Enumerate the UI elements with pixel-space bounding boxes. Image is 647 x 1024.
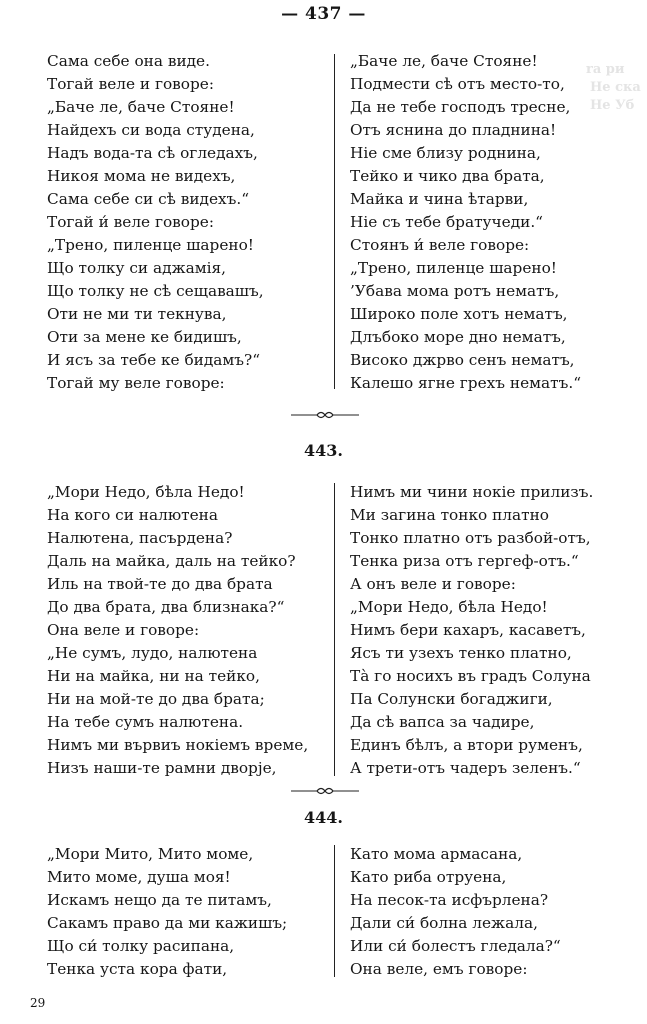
section-divider-ornament (289, 409, 361, 421)
verse-line: Иль на твой-те до два брата (47, 575, 273, 593)
verse-line: „Мори Недо, бѣла Недо! (350, 598, 548, 616)
bleed-through-mark: Не ска (590, 80, 641, 95)
left-column (47, 50, 264, 395)
verse-line: Що толку не сѣ сещавашъ, (47, 282, 264, 300)
verse-line: Сакамъ право да ми кажишъ; (47, 914, 288, 932)
verse-line: „Трено, пиленце шарено! (350, 259, 557, 277)
verse-line: Никоя мома не видехъ, (47, 167, 236, 185)
verse-line: Ніе съ тебе братучеди.“ (350, 213, 543, 231)
verse-line: Сама себе она виде. (47, 52, 210, 70)
column-divider (334, 54, 335, 389)
verse-line: Високо джрво сенъ нематъ, (350, 351, 575, 369)
right-column (350, 481, 593, 780)
verse-line: Нимъ ми чини нокіе прилизъ. (350, 483, 594, 501)
poem-section-442-continued (0, 50, 647, 395)
verse-line: Стоянъ и́ веле говоре: (350, 236, 530, 254)
verse-line: Калешо ягне грехъ нематъ.“ (350, 374, 582, 392)
verse-line: Дали си́ болна лежала, (350, 914, 538, 932)
printer-signature: 29 (30, 996, 46, 1010)
poem-section-444 (0, 843, 647, 983)
verse-line: Отъ яснина до пладнина! (350, 121, 557, 139)
song-number-444: 444. (304, 808, 343, 827)
verse-line: Ни на майка, ни на тейко, (47, 667, 260, 685)
verse-line: На кого си налютена (47, 506, 218, 524)
verse-line: Ніе сме близу роднина, (350, 144, 541, 162)
verse-line: Надъ вода-та сѣ огледахъ, (47, 144, 258, 162)
verse-line: И ясъ за тебе ке бидамъ?“ (47, 351, 261, 369)
verse-line: Майка и чина ѣтарви, (350, 190, 529, 208)
verse-line: „Мори Мито, Мито моме, (47, 845, 254, 863)
verse-line: Оти за мене ке бидишъ, (47, 328, 242, 346)
verse-line: „Не сумъ, лудо, налютена (47, 644, 258, 662)
verse-line: Като риба отруена, (350, 868, 507, 886)
verse-line: „Мори Недо, бѣла Недо! (47, 483, 245, 501)
verse-line: Нимъ ми вървиъ нокіемъ време, (47, 736, 309, 754)
verse-line: Що толку си аджамія, (47, 259, 226, 277)
verse-line: Да сѣ вапса за чадире, (350, 713, 535, 731)
verse-line: На тебе сумъ налютена. (47, 713, 244, 731)
verse-line: Она веле, емъ говоре: (350, 960, 528, 978)
verse-line: Тейко и чико два брата, (350, 167, 545, 185)
verse-line: Да не тебе господъ тресне, (350, 98, 571, 116)
verse-line: Тонко платно отъ разбой-отъ, (350, 529, 591, 547)
verse-line: Тà го носихъ въ градъ Солуна (350, 667, 591, 685)
left-column (47, 481, 308, 780)
verse-line: Сама себе си сѣ видехъ.“ (47, 190, 250, 208)
left-column (47, 843, 287, 981)
verse-line: До два брата, два близнака?“ (47, 598, 285, 616)
verse-line: „Баче ле, баче Стояне! (47, 98, 235, 116)
bleed-through-mark: Не Уб (590, 98, 635, 113)
verse-line: „Баче ле, баче Стояне! (350, 52, 538, 70)
verse-line: Ясъ ти узехъ тенко платно, (350, 644, 572, 662)
verse-line: Длъбоко море дно нематъ, (350, 328, 566, 346)
verse-line: Тенка риза отъ гергеф-отъ.“ (350, 552, 579, 570)
verse-line: Низъ наши-те рамни дворje, (47, 759, 277, 777)
verse-line: Ни на мой-те до два брата; (47, 690, 265, 708)
right-column (350, 843, 561, 981)
verse-line: Широко поле хотъ нематъ, (350, 305, 568, 323)
verse-line: А трети-отъ чадеръ зеленъ.“ (350, 759, 581, 777)
verse-line: Като мома армасана, (350, 845, 523, 863)
verse-line: Тогай веле и говоре: (47, 75, 215, 93)
verse-line: А онъ веле и говоре: (350, 575, 516, 593)
verse-line: Тогай и́ веле говоре: (47, 213, 215, 231)
verse-line: Или си́ болестъ гледала?“ (350, 937, 561, 955)
verse-line: Даль на майка, даль на тейко? (47, 552, 296, 570)
verse-line: На песок-та исфърлена? (350, 891, 549, 909)
verse-line: Найдехъ си вода студена, (47, 121, 255, 139)
verse-line: Налютена, пасърдена? (47, 529, 233, 547)
verse-line: Па Солунски богаджиги, (350, 690, 553, 708)
verse-line: Тенка уста кора фати, (47, 960, 228, 978)
verse-line: Тогай му веле говоре: (47, 374, 225, 392)
song-number-443: 443. (304, 441, 343, 460)
verse-line: Единъ бѣлъ, а втори руменъ, (350, 736, 583, 754)
section-divider-ornament (289, 785, 361, 797)
verse-line: Що си́ толку расипана, (47, 937, 235, 955)
poem-section-443 (0, 481, 647, 781)
page-number: — 437 — (281, 4, 366, 24)
verse-line: Искамъ нещо да те питамъ, (47, 891, 272, 909)
verse-line: Она веле и говоре: (47, 621, 200, 639)
verse-line: Мито моме, душа моя! (47, 868, 231, 886)
column-divider (334, 845, 335, 977)
right-column (350, 50, 581, 395)
verse-line: Подмести сѣ отъ место-то, (350, 75, 565, 93)
verse-line: ’Убава мома ротъ нематъ, (350, 282, 560, 300)
verse-line: Ми загина тонко платно (350, 506, 549, 524)
verse-line: Нимъ бери кахаръ, касаветъ, (350, 621, 586, 639)
verse-line: „Трено, пиленце шарено! (47, 236, 254, 254)
bleed-through-mark: ra ри (586, 62, 625, 77)
verse-line: Оти не ми ти текнува, (47, 305, 227, 323)
column-divider (334, 483, 335, 776)
